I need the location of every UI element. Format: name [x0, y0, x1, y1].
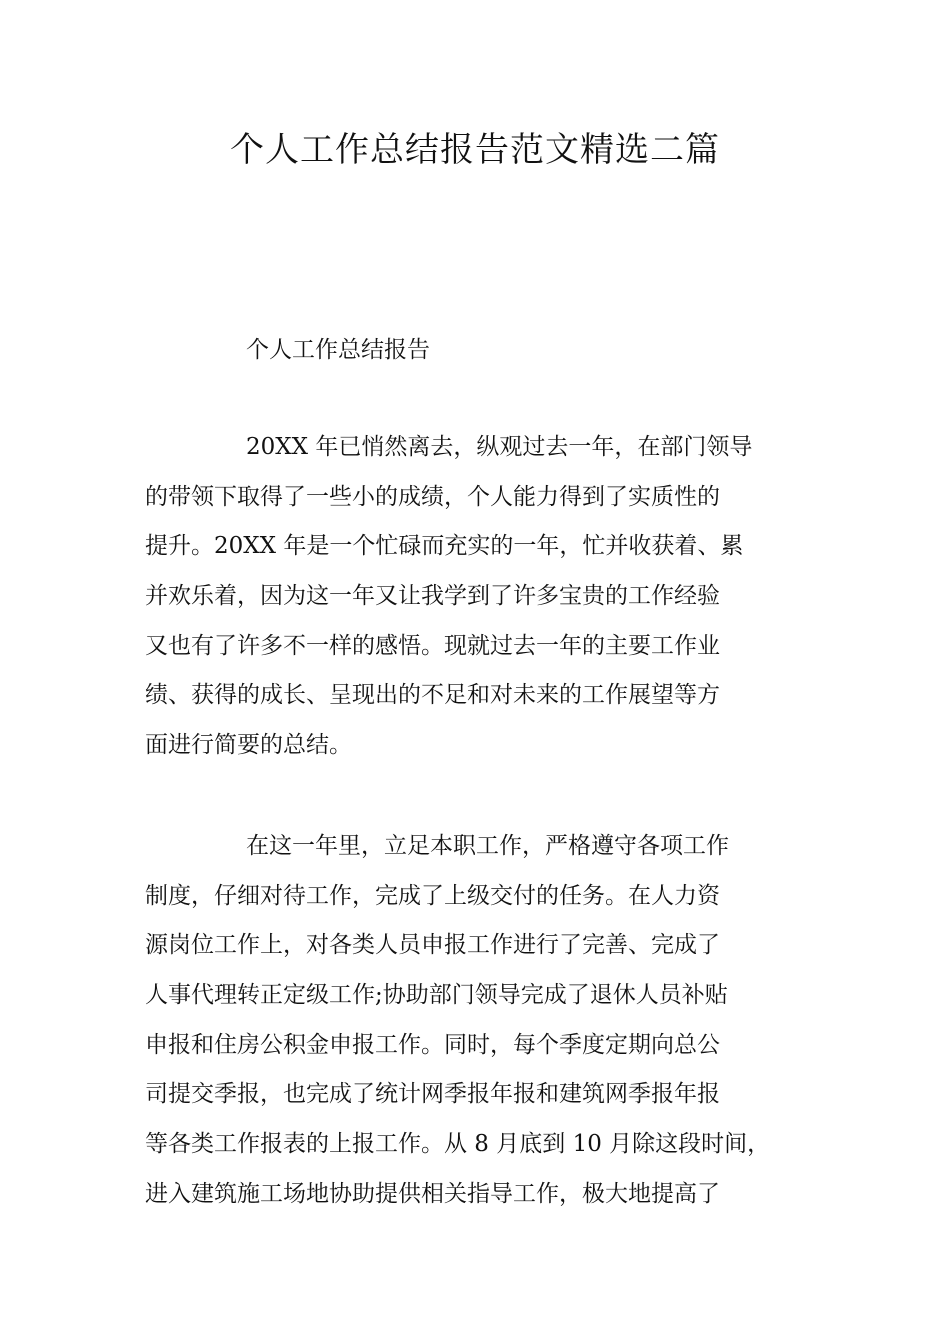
paragraph-line: 源岗位工作上，对各类人员申报工作进行了完善、完成了	[145, 932, 720, 959]
paragraph-intro	[145, 423, 825, 771]
paragraph-line: 在这一年里，立足本职工作，严格遵守各项工作	[246, 833, 729, 859]
paragraph-line: 20XX 年已悄然离去，纵观过去一年，在部门领导	[246, 434, 753, 460]
paragraph-work-summary	[145, 822, 825, 1220]
paragraph-line: 进入建筑施工场地协助提供相关指导工作，极大地提高了	[145, 1180, 720, 1207]
paragraph-line: 又也有了许多不一样的感悟。现就过去一年的主要工作业	[145, 632, 720, 659]
paragraph-line: 并欢乐着，因为这一年又让我学到了许多宝贵的工作经验	[145, 583, 720, 610]
paragraph-line: 绩、获得的成长、呈现出的不足和对未来的工作展望等方	[145, 682, 720, 709]
document-title: 个人工作总结报告范文精选二篇	[230, 130, 720, 170]
paragraph-line: 的带领下取得了一些小的成绩，个人能力得到了实质性的	[145, 483, 720, 510]
paragraph-line: 等各类工作报表的上报工作。从 8 月底到 10 月除这段时间，	[145, 1131, 771, 1158]
paragraph-line: 提升。20XX 年是一个忙碌而充实的一年，忙并收获着、累	[145, 533, 744, 560]
paragraph-line: 面进行简要的总结。	[145, 732, 352, 759]
paragraph-line: 制度，仔细对待工作，完成了上级交付的任务。在人力资	[145, 882, 720, 909]
paragraph-line: 人事代理转正定级工作;协助部门领导完成了退休人员补贴	[145, 982, 728, 1009]
paragraph-line: 司提交季报，也完成了统计网季报年报和建筑网季报年报	[145, 1081, 720, 1108]
section-heading: 个人工作总结报告	[246, 337, 430, 363]
paragraph-line: 申报和住房公积金申报工作。同时，每个季度定期向总公	[145, 1031, 720, 1058]
